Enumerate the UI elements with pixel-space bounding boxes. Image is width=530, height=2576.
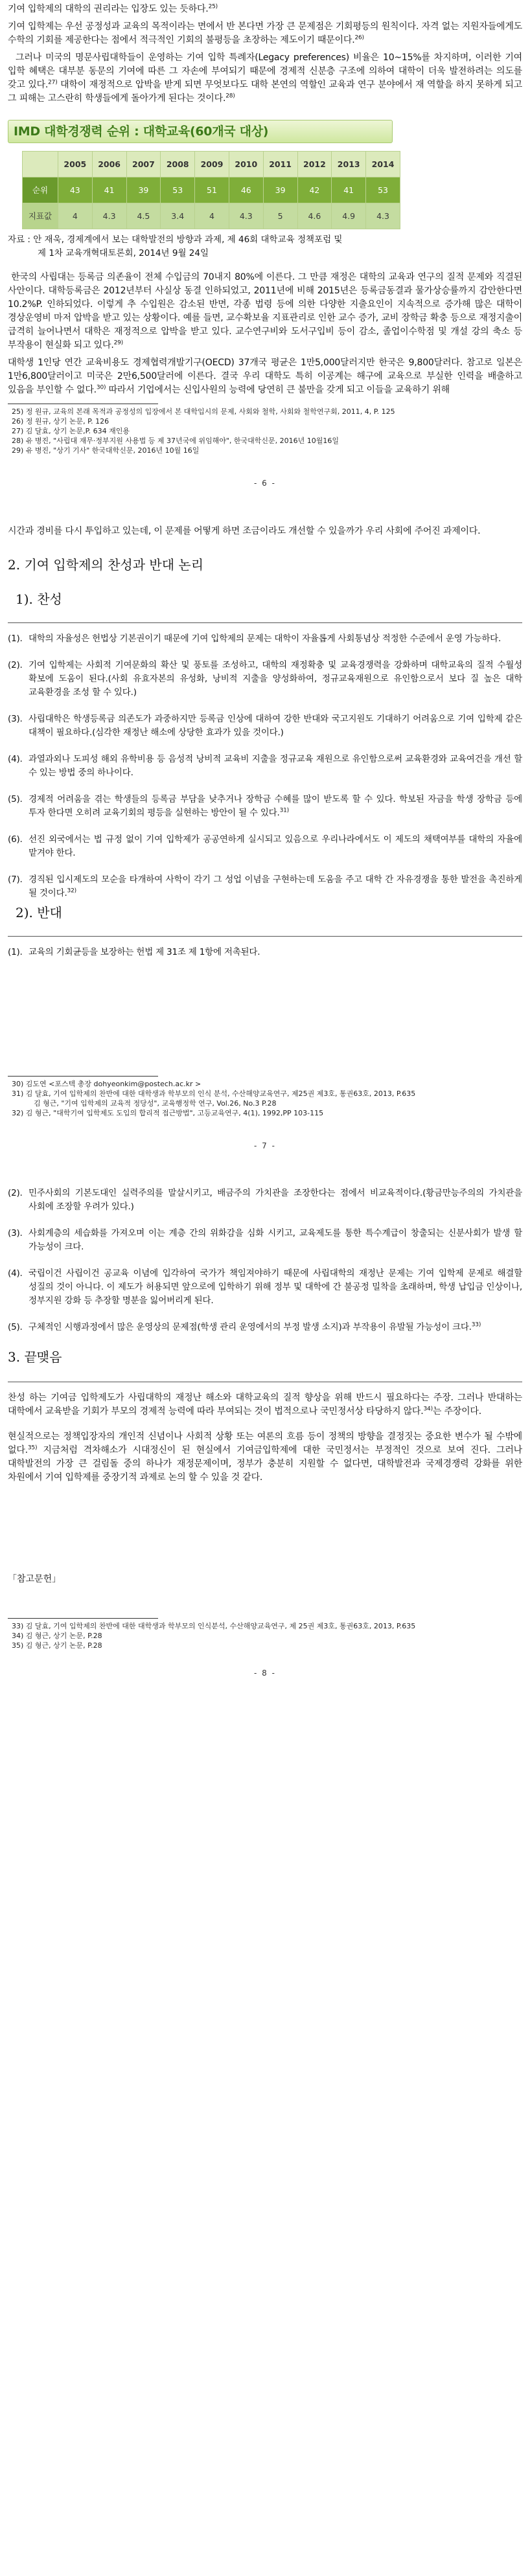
rank-cell: 51 (195, 177, 229, 203)
list-item: (1). 교육의 기회균등을 보장하는 헌법 제 31조 제 1항에 저촉된다. (8, 946, 260, 957)
list-item: (2). 기여 입학제는 사회적 기여문화의 확산 및 풍토를 조성하고, 대학의 재정확충 및 교육경쟁력을 강화하며 대학교육의 질적 수월성 확보에 도움이 된다.(사회 유효자본의 유성화, 낭비적 지출을 양성화하여, 정규교육재원으로 유인함으로서 보다 질 높은 대학 교육환경을 조성 할 수 있다.) (8, 659, 522, 698)
table-corner-cell (23, 152, 58, 177)
index-cell: 4.3 (366, 203, 400, 229)
row-label: 순위 (23, 177, 58, 203)
footnote: 28) 유 병진, "사립대 재무·정부지원 사용법 등 제 37년국에 위임해야", 한국대학신문, 2016년 10월16일 (12, 437, 340, 445)
page-8 (8, 1187, 522, 1683)
table-header-row (23, 152, 400, 177)
index-cell: 5 (263, 203, 297, 229)
year-header: 2011 (263, 152, 297, 177)
rank-cell: 46 (229, 177, 263, 203)
year-header: 2007 (126, 152, 161, 177)
page-6 (8, 0, 522, 490)
paragraph: 기여 입학제는 우선 공정성과 교육의 목적이라는 면에서 반 본다면 가장 큰 문제점은 기회평등의 원칙이다. 자격 없는 지원자들에게도 수학의 기회를 제공한다는 점에서 적극적인 기회의 불평등을 초장하는 제도이기 때문이다.$^{26)}$ (8, 21, 522, 45)
year-header: 2008 (161, 152, 195, 177)
footnotes (8, 407, 522, 455)
list-item: (5). 구체적인 시행과정에서 많은 운영상의 문제점(학생 관리 운영에서의 부정 발생 소지)과 부작용이 유발될 가능성이 크다.$^{33)}$ (8, 1321, 481, 1333)
footnotes (8, 1621, 522, 1650)
page-number: - 6 - (254, 479, 276, 488)
rank-cell: 39 (126, 177, 161, 203)
footnote-rule (8, 1076, 158, 1077)
year-header: 2012 (297, 152, 332, 177)
table-source: 자료 : 안 재욱, 경제계에서 보는 대학발전의 방향과 과제, 제 46회 대학교육 정책포럼 및 제 1차 교육개혁대토론회, 2014년 9월 24일 (8, 234, 343, 258)
rank-cell: 41 (92, 177, 126, 203)
rank-cell: 53 (161, 177, 195, 203)
list-item: (4). 과열과외나 도피성 해외 유학비용 등 음성적 낭비적 교육비 지출을 정규교육 재원으로 유인함으로써 교육환경와 교육여건을 개선 할 수 있는 방법 중의 하나이다. (8, 753, 522, 778)
index-cell: 4.3 (229, 203, 263, 229)
subsection-title: 1). 찬성 (16, 591, 62, 607)
references-title: 「참고문헌」 (8, 1574, 62, 1585)
year-header: 2005 (58, 152, 92, 177)
paragraph: 현실적으로는 정책입장자의 개인적 신념이나 사회적 상황 또는 여론의 흐름 등이 정책의 방향을 결정짓는 중요한 변수가 될 수밖에 없다.$^{35)}$ 지금처럼 격차해소가 시대정신이 된 현실에서 기여금입학제에 대한 국민정서는 부정적인 것으로 보여 진다. 그러나 대학발전의 가장 큰 걸림돌 중의 하나가 재정문제이며, 정부가 충분히 지원할 수 없다면, 대학발전과 국제경쟁력 강화를 위한 차원에서 기여 입학제를 중장기적 과제로 논의 할 수 있을 것 같다. (8, 1431, 522, 1483)
paragraph: 대학생 1인당 연간 교육비용도 경제협력개발기구(OECD) 37개국 평균은 1만5,000달러지만 한국은 9,800달러다. 참고로 일본은 1만6,800달러이고 미국은 2만6,500달러에 이른다. 결국 우리 대학도 특히 이공계는 해구에 교육으로 부실한 인력을 배출하고 있음을 부인할 수 없다.$^{30)}$ 따라서 기업에서는 신입사원의 능력에 당연히 큰 불만을 갖게 되고 이들을 교육하기 위해 (8, 358, 522, 395)
index-cell: 4.6 (297, 203, 332, 229)
paragraph: 그러나 미국의 명문사립대학들이 운영하는 기여 입학 특례자(Legacy preferences) 비율은 10~15%를 차지하며, 이러한 기여 입학 혜택은 대부분 동문의 기여에 따른 그 자손에 부여되기 때문에 경제적 신분층 구조에 의하여 대학이 더욱 발전하려는 의도를 갖고 있다.$^{27)}$ 대학이 재정적으로 압박을 받게 되면 무엇보다도 대학 본연의 역할인 교육과 연구 분야에서 재 역할을 하지 못하게 되고 그 피해는 고스란히 학생들에게 돌아가게 된다는 것이다.$^{28)}$ (8, 52, 522, 104)
list-item: (3). 사회계층의 세습화를 가져오며 이는 계층 간의 위화감을 심화 시키고, 교육제도를 통한 특수계급이 창출되는 신분사회가 발생 할 가능성이 크다. (8, 1228, 522, 1253)
footnote: 30) 김도연 <포스텍 총장 dohyeonkim@postech.ac.kr > (12, 1079, 202, 1088)
row-label: 지표값 (23, 203, 58, 229)
section-title: 2. 기여 입학제의 찬성과 반대 논리 (8, 556, 204, 573)
footnote: 29) 유 병진, "상기 기사" 한국대학신문, 2016년 10월 16일 (12, 446, 200, 455)
footnote: 32) 김 형근, "대학기여 입학제도 도입의 합리적 접근방법", 고등교육연구, 4(1), 1992,PP 103-115 (12, 1108, 324, 1117)
footnotes (8, 1079, 522, 1118)
index-cell: 4.9 (332, 203, 366, 229)
year-header: 2013 (332, 152, 366, 177)
paragraph: 찬성 하는 기여금 입학제도가 사립대학의 재정난 해소와 대학교육의 질적 향상을 위해 반드시 필요하다는 주장. 그러나 반대하는 대학에서 교육받을 기회가 부모의 경제적 능력에 따라 부여되는 것이 법적으로나 국민정서상 타당하지 않다.$^{34)}$는 주장이다. (8, 1393, 522, 1417)
index-cell: 4 (195, 203, 229, 229)
page-7 (8, 525, 522, 1152)
index-cell: 4.5 (126, 203, 161, 229)
list-item: (4). 국립이건 사립이건 공교육 이념에 입각하여 국가가 책임져야하기 때문에 사립대학의 재정난 문제는 기여 입학제 문제로 해결할 성질의 것이 아니다. 이 제도가 허용되면 앞으로에 입학하기 위해 정부 및 대학에 간 불공정 밀착을 초래하며, 학생 납입금 인상이나, 정부지원 강화 등 추장할 명분을 잃어버리게 된다. (8, 1268, 522, 1306)
footnote: 김 형근, "기여 입학제의 교육적 정당성", 교육행정학 연구, Vol.26, No.3 P.28 (34, 1099, 277, 1108)
year-header: 2010 (229, 152, 263, 177)
footnote: 34) 김 형근, 상기 논문, P.28 (12, 1631, 102, 1640)
footnote: 27) 김 달효, 상기 논문,P. 634 재인용 (12, 427, 130, 435)
footnote: 25) 정 원규, 교육의 본래 목적과 공정성의 입장에서 본 대학입시의 문제, 사회와 철학, 사회와 철학연구회, 2011, 4, P. 125 (12, 407, 395, 416)
index-cell: 4.3 (92, 203, 126, 229)
rank-cell: 39 (263, 177, 297, 203)
index-cell: 3.4 (161, 203, 195, 229)
page-number: - 8 - (254, 1668, 276, 1678)
rank-cell: 43 (58, 177, 92, 203)
index-row (23, 203, 400, 229)
list-item: (3). 사립대학은 학생등록금 의존도가 과중하지만 등록금 인상에 대하여 강한 반대와 국고지원도 기대하기 어려움으로 기여 입학제 같은 대책이 필요하다.(심각한 재정난 해소에 상당한 효과가 있을 것이다.) (8, 713, 522, 738)
year-header: 2009 (195, 152, 229, 177)
rank-cell: 42 (297, 177, 332, 203)
rank-row (23, 177, 400, 203)
paragraph: 한국의 사립대는 등록금 의존율이 전체 수입금의 70내지 80%에 이른다. 그 만큼 재정은 대학의 교육과 연구의 질적 문제와 직결된 사안이다. 대학등록금은 2012년부터 사실상 동결 인하되었고, 2011년에 비해 2015년은 등록금동결과 물가상승률까지 감안한다면 10.2%P. 인하되었다. 이렇게 추 수입원은 감소된 반면, 각종 법령 등에 의한 다양한 지출요인이 지속적으로 증가해 많은 대학이 경상운영비 마저 압박을 받고 있는 상황이다. 예를 들면, 교수확보율 지표관리로 인한 교수 증가, 교비 장학금 확충 등으로 재정지출이 급격히 늘어나면서 대학은 재정적으로 압박을 받고 있다. 교수연구비와 도서구입비 등이 감소, 졸업이수학점 및 개설 강의 축소 등 부작용이 현실화 되고 있다.$^{29)}$ (8, 272, 522, 350)
rank-cell: 53 (366, 177, 400, 203)
year-header: 2014 (366, 152, 400, 177)
imd-ranking-table (22, 151, 400, 229)
rank-cell: 41 (332, 177, 366, 203)
paragraph: 기여 입학제의 대학의 권리라는 입장도 있는 듯하다.$^{25)}$ (8, 3, 218, 14)
divider (8, 622, 522, 623)
subsection-title: 2). 반대 (16, 904, 62, 920)
year-header: 2006 (92, 152, 126, 177)
list-item: (7). 경직된 입시제도의 모순을 타개하여 사학이 각기 그 성업 이념을 구현하는데 도움을 주고 대학 간 자유경쟁을 통한 발전을 촉진하게 될 것이다.$^{32)}$ (8, 874, 522, 898)
footnote-rule (8, 1618, 158, 1619)
footnote: 31) 김 달효, 기여 입학제의 찬반에 대한 대학생과 학부모의 인식 분석, 수산해양교육연구, 제25권 제3호, 통권63호, 2013, P.635 (12, 1089, 416, 1098)
table-title-banner: IMD 대학경쟁력 순위 : 대학교육(60개국 대상) (8, 120, 393, 143)
divider (8, 936, 522, 937)
list-item: (1). 대학의 자율성은 헌법상 기본권이기 때문에 기여 입학제의 문제는 대학이 자율롭게 사회통념상 적정한 수준에서 운영 가능하다. (8, 633, 501, 644)
footnote: 26) 정 원규, 상기 논문, P. 126 (12, 417, 109, 426)
list-item: (2). 민주사회의 기본도대인 실력주의를 말살시키고, 배금주의 가치관을 조장한다는 점에서 비교육적이다.(황금만능주의의 가치관을 사회에 조장할 우려가 있다.) (8, 1188, 522, 1213)
index-cell: 4 (58, 203, 92, 229)
paragraph: 시간과 경비를 다시 투입하고 있는데, 이 문제를 어떻게 하면 조금이라도 개선할 수 있을까가 우리 사회에 주어진 과제이다. (8, 525, 481, 536)
list-item: (6). 선진 외국에서는 법 규정 없이 기여 입학제가 공공연하게 실시되고 있음으로 우리나라에서도 이 제도의 채택여부를 대학의 자율에 맡겨야 한다. (8, 834, 522, 858)
list-item: (5). 경제적 어려움을 겪는 학생들의 등록금 부담을 낮추거나 장학금 수혜를 많이 받도록 할 수 있다. 학보된 자금을 학생 장학금 등에 투자 한다면 오히려 교육기회의 평등을 실현하는 방안이 될 수 있다.$^{31)}$ (8, 793, 522, 818)
footnote: 35) 김 형근, 상기 논문, P.28 (12, 1641, 102, 1650)
section-title: 3. 끝맺음 (8, 1349, 62, 1365)
page-number: - 7 - (254, 1141, 276, 1150)
footnote: 33) 김 달효, 기여 입학제의 찬반에 대한 대학생과 학부모의 인식분석, 수산해양교육연구, 제 25권 제3호, 통권63호, 2013, P.635 (12, 1621, 416, 1630)
